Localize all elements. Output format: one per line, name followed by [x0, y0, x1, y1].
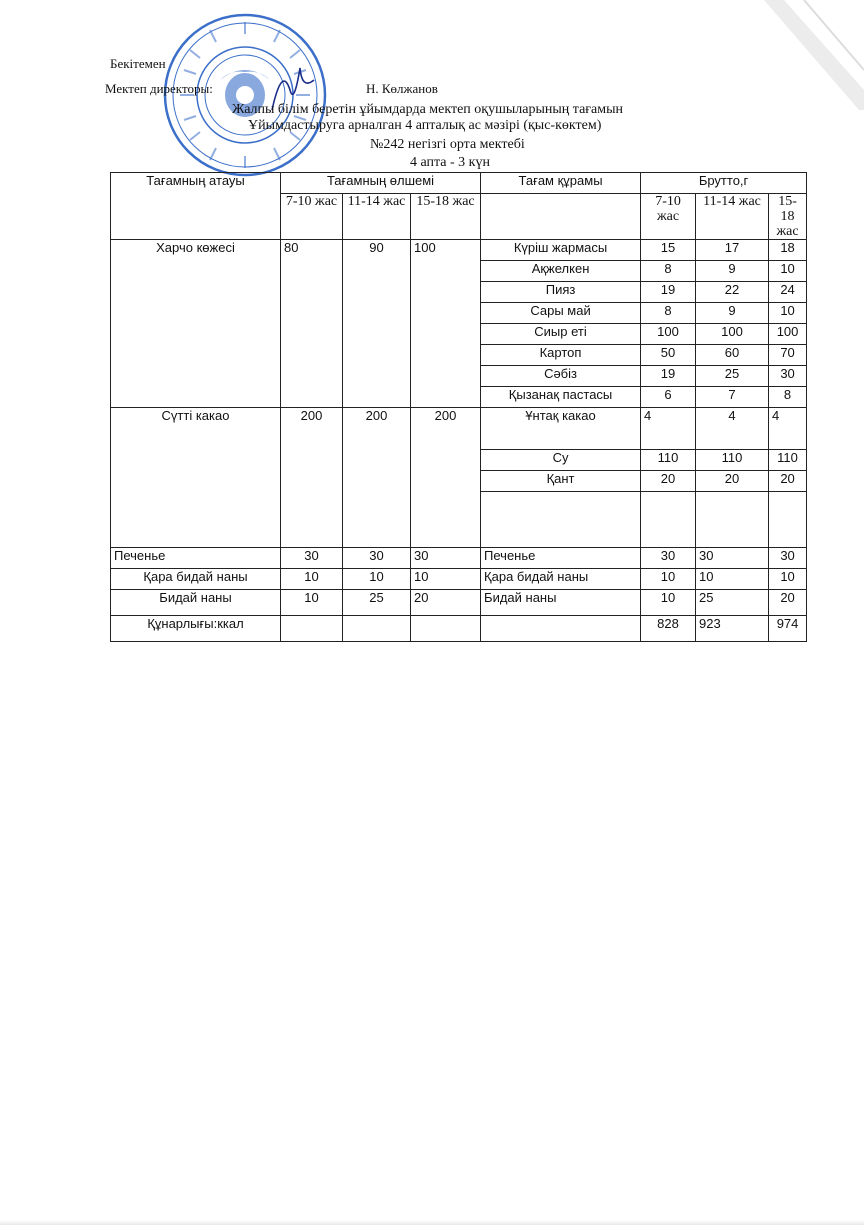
ingredient-name: Қант — [481, 471, 641, 492]
menu-table — [110, 172, 807, 642]
totals-row — [111, 616, 807, 642]
ingredient-name: Печенье — [481, 548, 641, 569]
portion-age-7-10: 7-10 жас — [281, 194, 343, 240]
portion-age-11-14: 11-14 жас — [343, 194, 411, 240]
title-line-3: №242 негізгі орта мектебі — [370, 137, 525, 152]
portion-age-15-18: 15-18 жас — [411, 194, 481, 240]
gross-value: 25 — [696, 590, 769, 616]
empty-cell — [696, 492, 769, 548]
portion-value: 200 — [411, 408, 481, 548]
gross-value: 30 — [769, 548, 807, 569]
ingredient-name: Ұнтақ какао — [481, 408, 641, 450]
ingredient-name: Су — [481, 450, 641, 471]
gross-value: 20 — [696, 471, 769, 492]
empty-cell — [641, 492, 696, 548]
gross-value: 110 — [769, 450, 807, 471]
gross-value: 20 — [641, 471, 696, 492]
col-dish-name-header: Тағамның атауы — [111, 173, 281, 240]
portion-value: 200 — [343, 408, 411, 548]
gross-value: 100 — [696, 324, 769, 345]
empty-cell — [481, 492, 641, 548]
totals-value: 828 — [641, 616, 696, 642]
gross-value: 19 — [641, 366, 696, 387]
table-row — [111, 548, 807, 569]
gross-value: 50 — [641, 345, 696, 366]
dish-name: Печенье — [111, 548, 281, 569]
dish-name: Қара бидай наны — [111, 569, 281, 590]
portion-value: 200 — [281, 408, 343, 548]
director-label: Мектеп директоры: — [105, 81, 213, 96]
gross-value: 10 — [641, 569, 696, 590]
gross-value: 100 — [769, 324, 807, 345]
gross-value: 30 — [641, 548, 696, 569]
gross-value: 110 — [696, 450, 769, 471]
portion-value: 25 — [343, 590, 411, 616]
empty-cell — [481, 616, 641, 642]
gross-value: 15 — [641, 240, 696, 261]
gross-value: 10 — [769, 261, 807, 282]
page-corner-shadow — [744, 0, 864, 110]
gross-age-11-14: 11-14 жас — [696, 194, 769, 240]
table-row — [111, 408, 807, 450]
gross-value: 10 — [696, 569, 769, 590]
ingredient-name: Бидай наны — [481, 590, 641, 616]
empty-cell — [411, 616, 481, 642]
gross-value: 70 — [769, 345, 807, 366]
gross-value: 8 — [769, 387, 807, 408]
portion-value: 30 — [411, 548, 481, 569]
ingredient-name: Пияз — [481, 282, 641, 303]
dish-name: Бидай наны — [111, 590, 281, 616]
totals-label: Құнарлығы:ккал — [111, 616, 281, 642]
portion-value: 20 — [411, 590, 481, 616]
gross-value: 20 — [769, 590, 807, 616]
ingredient-name: Ақжелкен — [481, 261, 641, 282]
ingredient-name: Сары май — [481, 303, 641, 324]
title-line-4: 4 апта - 3 күн — [410, 155, 490, 170]
table-row — [111, 569, 807, 590]
gross-value: 7 — [696, 387, 769, 408]
totals-value: 923 — [696, 616, 769, 642]
portion-value: 10 — [411, 569, 481, 590]
gross-value: 25 — [696, 366, 769, 387]
gross-age-15-18: 15-18 жас — [769, 194, 807, 240]
gross-value: 10 — [769, 303, 807, 324]
ingredient-name: Сәбіз — [481, 366, 641, 387]
empty-cell — [281, 616, 343, 642]
gross-value: 30 — [696, 548, 769, 569]
totals-value: 974 — [769, 616, 807, 642]
col-composition-header: Тағам құрамы — [481, 173, 641, 194]
scan-bottom-edge — [0, 1220, 864, 1225]
ingredient-name: Сиыр еті — [481, 324, 641, 345]
approved-label: Бекітемен — [110, 56, 166, 71]
gross-value: 8 — [641, 303, 696, 324]
gross-value: 4 — [641, 408, 696, 450]
col-portion-header: Тағамның өлшемі — [281, 173, 481, 194]
empty-cell — [769, 492, 807, 548]
ingredient-name: Картоп — [481, 345, 641, 366]
portion-value: 10 — [343, 569, 411, 590]
ingredient-name: Қара бидай наны — [481, 569, 641, 590]
gross-value: 4 — [769, 408, 807, 450]
gross-value: 22 — [696, 282, 769, 303]
gross-value: 18 — [769, 240, 807, 261]
gross-value: 100 — [641, 324, 696, 345]
dish-name: Сүтті какао — [111, 408, 281, 548]
ingredient-name: Күріш жармасы — [481, 240, 641, 261]
portion-value: 30 — [343, 548, 411, 569]
gross-value: 17 — [696, 240, 769, 261]
gross-value: 9 — [696, 303, 769, 324]
portion-value: 100 — [411, 240, 481, 408]
gross-age-7-10: 7-10 жас — [641, 194, 696, 240]
empty-cell — [481, 194, 641, 240]
gross-value: 60 — [696, 345, 769, 366]
gross-value: 19 — [641, 282, 696, 303]
dish-name: Харчо көжесі — [111, 240, 281, 408]
ingredient-name: Қызанақ пастасы — [481, 387, 641, 408]
col-gross-header: Брутто,г — [641, 173, 807, 194]
title-line-1: Жалпы білім беретін ұйымдарда мектеп оқушыларының тағамын — [232, 102, 623, 117]
empty-cell — [343, 616, 411, 642]
gross-value: 30 — [769, 366, 807, 387]
gross-value: 9 — [696, 261, 769, 282]
gross-value: 10 — [769, 569, 807, 590]
gross-value: 110 — [641, 450, 696, 471]
director-name: Н. Көлжанов — [366, 81, 438, 96]
portion-value: 90 — [343, 240, 411, 408]
gross-value: 20 — [769, 471, 807, 492]
table-row — [111, 590, 807, 616]
portion-value: 10 — [281, 590, 343, 616]
gross-value: 4 — [696, 408, 769, 450]
gross-value: 6 — [641, 387, 696, 408]
title-line-2: Ұйымдастыруга арналган 4 апталық ас мәзірі (қыс-көктем) — [248, 118, 602, 133]
table-row — [111, 240, 807, 261]
portion-value: 10 — [281, 569, 343, 590]
gross-value: 10 — [641, 590, 696, 616]
portion-value: 30 — [281, 548, 343, 569]
gross-value: 24 — [769, 282, 807, 303]
portion-value: 80 — [281, 240, 343, 408]
gross-value: 8 — [641, 261, 696, 282]
